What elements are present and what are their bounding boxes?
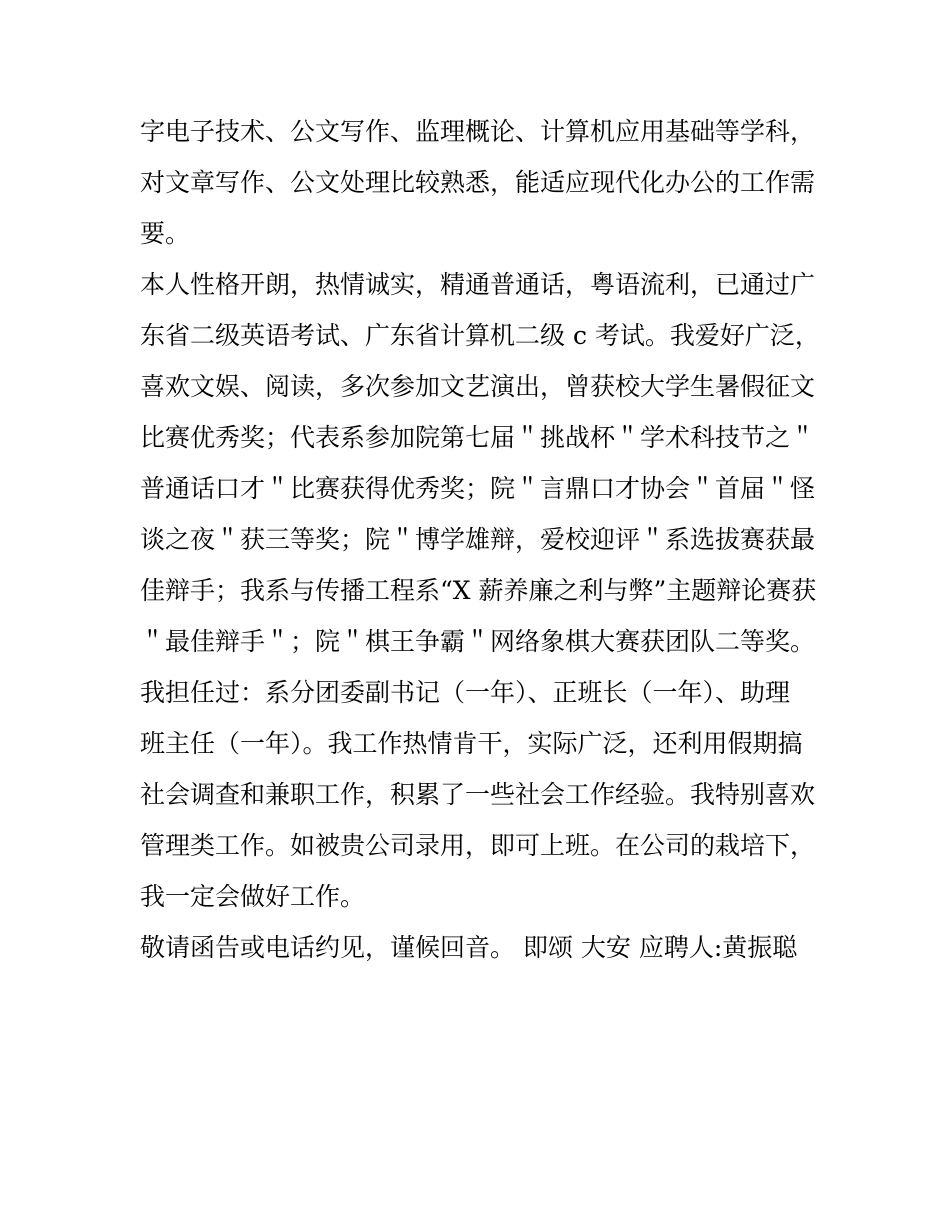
text-line: 社会调查和兼职工作，积累了一些社会工作经验。我特别喜欢 <box>140 780 816 809</box>
text-line: 字电子技术、公文写作、监理概论、计算机应用基础等学科， <box>140 117 816 146</box>
text-line: 喜欢文娱、阅读，多次参加文艺演出，曾获校大学生暑假征文 <box>140 372 816 401</box>
text-line: 管理类工作。如被贵公司录用，即可上班。在公司的栽培下， <box>140 831 816 860</box>
text-line: 普通话口才＂比赛获得优秀奖；院＂言鼎口才协会＂首届＂怪 <box>140 474 816 503</box>
text-line: 比赛优秀奖；代表系参加院第七届＂挑战杯＂学术科技节之＂ <box>140 423 816 452</box>
closing-line: 敬请函告或电话约见，谨候回音。 即颂 大安 应聘人:黄振聪 <box>140 933 798 962</box>
text-line: 佳辩手；我系与传播工程系“X 薪养廉之利与弊”主题辩论赛获 <box>140 576 817 605</box>
text-line: 东省二级英语考试、广东省计算机二级 c 考试。我爱好广泛， <box>140 321 820 350</box>
text-line: 谈之夜＂获三等奖；院＂博学雄辩，爱校迎评＂系选拔赛获最 <box>140 525 816 554</box>
document-body <box>140 106 830 973</box>
text-line: 我担任过：系分团委副书记（一年）、正班长（一年）、助理 <box>140 678 791 707</box>
text-line: 班主任（一年）。我工作热情肯干，实际广泛，还利用假期搞 <box>140 729 803 758</box>
text-line: 对文章写作、公文处理比较熟悉，能适应现代化办公的工作需 <box>140 168 816 197</box>
text-line: 本人性格开朗，热情诚实，精通普通话，粤语流利，已通过广 <box>140 270 816 299</box>
text-line: ＂最佳辩手＂；院＂棋王争霸＂网络象棋大赛获团队二等奖。 <box>140 627 816 656</box>
text-line: 要。 <box>140 219 191 248</box>
text-line: 我一定会做好工作。 <box>140 882 366 911</box>
